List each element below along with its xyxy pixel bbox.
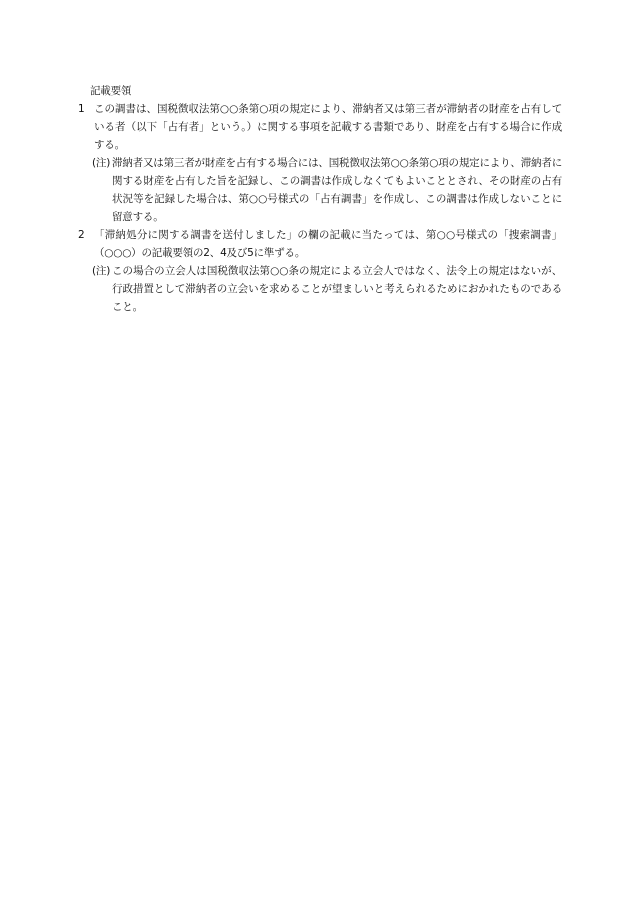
item-text: この調書は、国税徴収法第○○条第○項の規定により、滞納者又は第三者が滞納者の財産を占有している者（以下「占有者」という。）に関する事項を記載する書類であり、財産を占有する場合に作成する。 [94, 103, 562, 151]
note-text: この場合の立会人は国税徴収法第○○条の規定による立会人ではなく、法令上の規定はないが、行政措置として滞納者の立会いを求めることが望ましいと考えられるためにおかれたものであること。 [112, 265, 562, 313]
note-1 [92, 154, 562, 226]
numbered-item-1 [78, 100, 562, 154]
item-number: 2 [78, 229, 85, 241]
note-2 [92, 262, 562, 316]
item-text: 「滞納処分に関する調書を送付しました」の欄の記載に当たっては、第○○号様式の「捜索調書」（○○○）の記載要領の2、4及び5に準ずる。 [94, 229, 562, 259]
note-mark: (注) [92, 265, 111, 277]
numbered-item-2 [78, 226, 562, 262]
document-body [78, 82, 562, 316]
note-mark: (注) [92, 157, 111, 169]
note-text: 滞納者又は第三者が財産を占有する場合には、国税徴収法第○○条第○項の規定により、滞納者に関する財産を占有した旨を記録し、この調書は作成しなくてもよいこととされ、その財産の占有状況等を記録した場合は、第○○号様式の「占有調書」を作成し、この調書は作成しないことに留意する。 [112, 157, 562, 223]
section-heading: 記載要領 [90, 85, 132, 97]
item-number: 1 [78, 103, 85, 115]
